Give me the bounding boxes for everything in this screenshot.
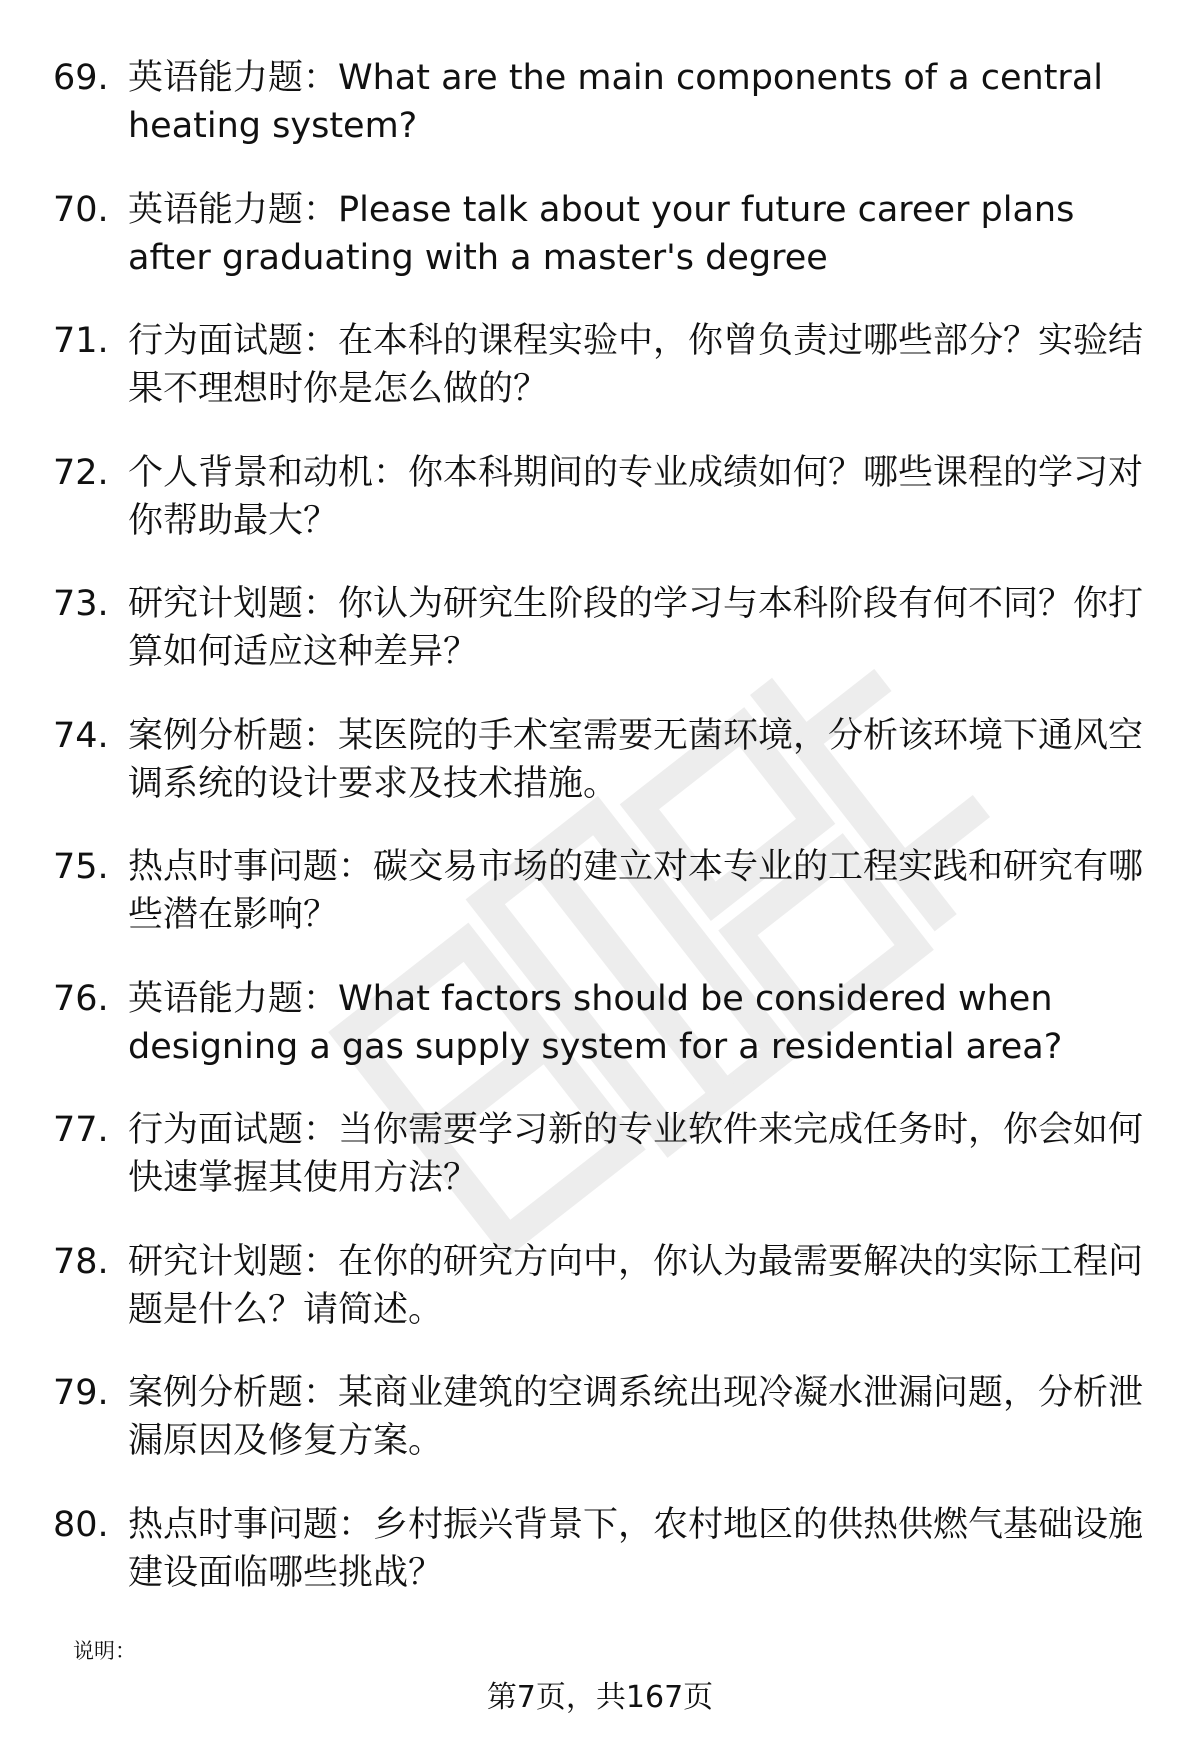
page-footer: 第7页，共167页: [486, 1680, 714, 1715]
question-item: [0, 186, 1200, 318]
question-text: 研究计划题：你认为研究生阶段的学习与本科阶段有何不同？你打算如何适应这种差异？: [128, 584, 1144, 672]
question-text: 英语能力题：What are the main components of a central heating system?: [128, 58, 1103, 146]
question-item: [0, 580, 1200, 712]
question-item: [0, 1106, 1200, 1238]
question-item: [0, 449, 1200, 581]
question-item: [0, 1238, 1200, 1370]
question-number: 80.: [53, 1504, 109, 1545]
question-text: 英语能力题：Please talk about your future career plans after graduating with a master's degree: [128, 189, 1075, 278]
question-text: 热点时事问题：碳交易市场的建立对本专业的工程实践和研究有哪些潜在影响？: [128, 847, 1144, 935]
question-number: 74.: [53, 715, 109, 756]
question-item: [0, 1501, 1200, 1633]
question-number: 79.: [53, 1373, 109, 1413]
question-item: [0, 712, 1200, 844]
question-text: 个人背景和动机：你本科期间的专业成绩如何？哪些课程的学习对你帮助最大？: [128, 452, 1144, 541]
question-number: 72.: [53, 452, 109, 493]
question-text: 行为面试题：当你需要学习新的专业软件来完成任务时，你会如何快速掌握其使用方法？: [128, 1110, 1144, 1198]
question-text: 热点时事问题：乡村振兴背景下，农村地区的供热供燃气基础设施建设面临哪些挑战？: [128, 1504, 1144, 1593]
question-number: 69.: [53, 58, 109, 98]
question-item: [0, 975, 1200, 1107]
question-item: [0, 1369, 1200, 1501]
question-number: 78.: [53, 1241, 109, 1282]
question-item: [0, 317, 1200, 449]
question-text: 行为面试题：在本科的课程实验中，你曾负责过哪些部分？实验结果不理想时你是怎么做的？: [128, 321, 1144, 409]
question-item: [0, 843, 1200, 975]
question-text: 研究计划题：在你的研究方向中，你认为最需要解决的实际工程问题是什么？请简述。: [128, 1241, 1144, 1330]
question-item: [0, 54, 1200, 186]
question-number: 76.: [53, 978, 109, 1019]
question-number: 73.: [53, 584, 109, 624]
question-number: 71.: [53, 321, 109, 361]
question-text: 案例分析题：某医院的手术室需要无菌环境，分析该环境下通风空调系统的设计要求及技术措施。: [128, 715, 1144, 804]
question-number: 75.: [53, 847, 109, 887]
question-number: 77.: [53, 1110, 109, 1150]
question-number: 70.: [53, 189, 109, 230]
question-text: 英语能力题：What factors should be considered when designing a gas supply system for a residential area?: [128, 978, 1063, 1067]
question-text: 案例分析题：某商业建筑的空调系统出现冷凝水泄漏问题，分析泄漏原因及修复方案。: [128, 1373, 1144, 1461]
question-list: [0, 54, 1200, 1632]
note-label: 说明：: [73, 1639, 136, 1663]
